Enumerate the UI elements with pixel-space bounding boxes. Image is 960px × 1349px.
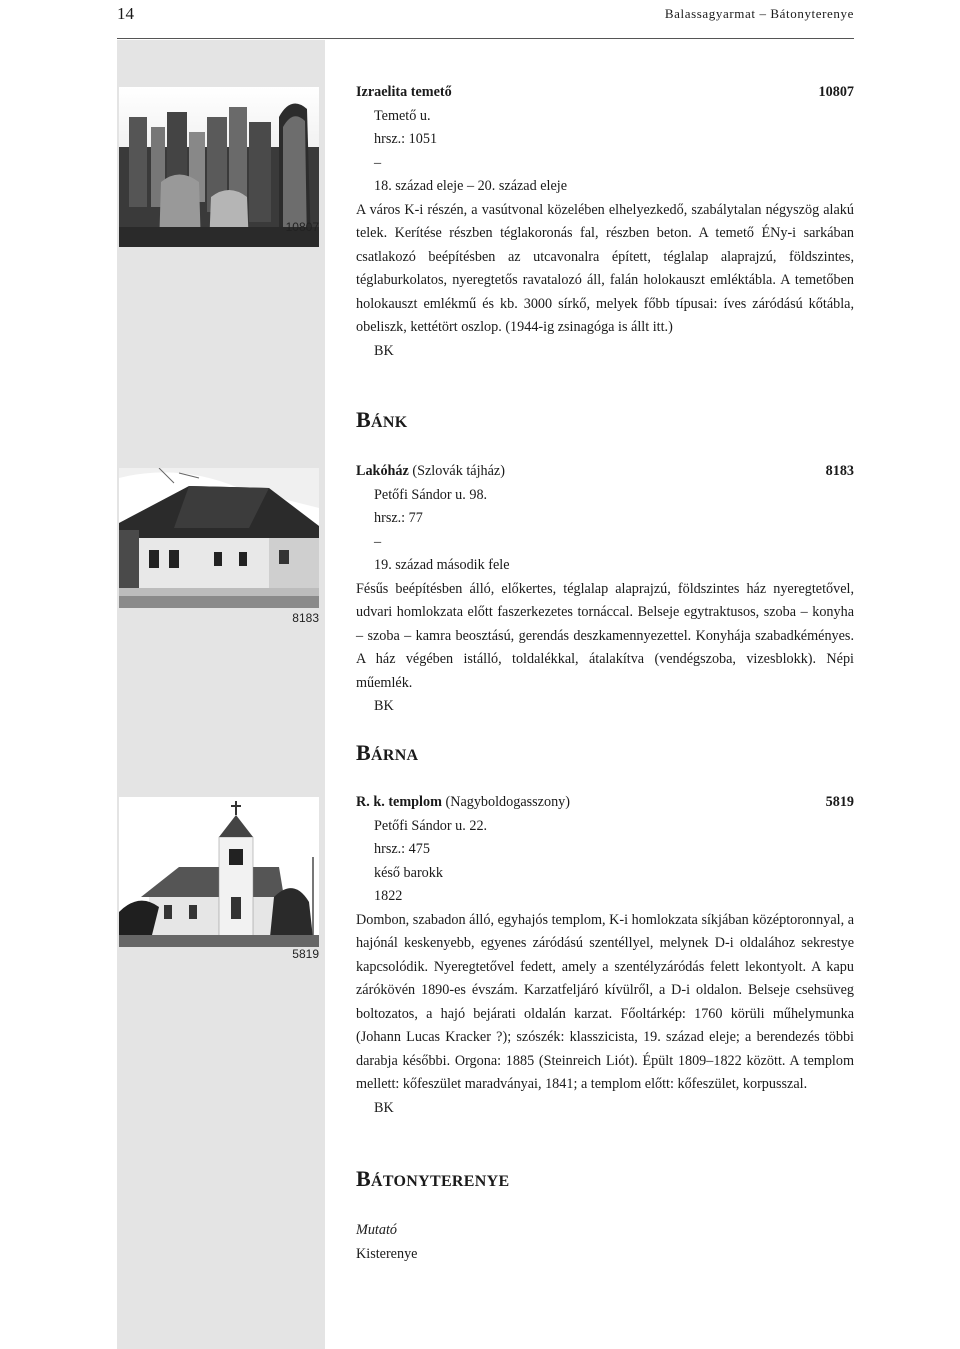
entry-description: Dombon, szabadon álló, egyhajós templom, K-i homlokzata síkjában középtoronnyal, a hajónál keskenyebb, egyenes záródású szentéllyel, melynek D-i oldalához sekrestye kapcsolódik. Nyeregtetővel fedett, amely a szentélyzáródás felett lekontyolt. A kapu zárókövén 1890-es évszám. Karzatfeljáró kívülről, a D-i oldalon. Belseje csehsüveg boltozatos, a hajó bejárati oldalán karzat. Főoltárkép: 1760 körüli műhelymunka (Johann Lucas Kracker ?); szószék: klasszicista, 19. század eleje; a berendezés többi darabja későbbi. Orgona: 1885 (Steinreich Liót). Épült 1809–1822 között. A templom mellett: kőfeszület maradványai, 1841; a templom előtt: kőfeszület, korpusszal.	[356, 911, 854, 1092]
heading-rest: ÁNK	[370, 414, 408, 431]
entry-hrsz: hrsz.: 475	[374, 841, 430, 857]
entry-number: 5819	[825, 794, 854, 810]
folk-house-photo	[119, 468, 319, 608]
header-rule	[117, 38, 854, 39]
entry-date: 19. század második fele	[374, 557, 510, 573]
entry-description: A város K-i részén, a vasútvonal közelében elhelyezkedő, szabálytalan négyszög alakú telek. Kerítése részben téglakoronás fal, részben beton. A temető ÉNy-i sarkában csatlakozó beépítésben az utcavonalra épített, téglalap alaprajzú, földszintes, téglaburkolatos, nyeregtetős ravatalozó áll, falán holokauszt emléktábla. A temetőben holokauszt emlékmű és kb. 3000 sírkő, melyek főbb típusai: íves záródású kőtábla, obeliszk, kettétört oszlop. (1944-ig zsinagóga is állt itt.)	[356, 201, 854, 335]
entry-number: 8183	[825, 463, 854, 479]
entry-address: Petőfi Sándor u. 22.	[374, 817, 488, 834]
entry-author: BK	[374, 342, 394, 359]
crossref-label: Mutató	[356, 1222, 397, 1238]
entry-title: Lakóház	[356, 463, 409, 479]
entry-title-line	[356, 791, 854, 815]
heading-initial: B	[356, 407, 371, 432]
entry-subtitle: (Szlovák tájház)	[412, 463, 505, 479]
page-number: 14	[117, 4, 134, 23]
entry-dash: –	[374, 533, 382, 550]
entry-author: BK	[374, 698, 394, 714]
place-heading-bank	[356, 407, 407, 433]
entry-templom	[356, 791, 854, 1120]
entry-date: 1822	[374, 888, 403, 904]
place-heading-batonyterenye	[356, 1166, 509, 1192]
entry-address: Temető u.	[374, 107, 431, 124]
entry-izraelita-temeto	[356, 81, 854, 363]
entry-description: Fésűs beépítésben álló, előkertes, téglalap alaprajzú, földszintes ház nyeregtetővel, udvari homlokzata előtt faszerkezetes tornáccal. Belseje egytraktusos, szoba – konyha – szoba – kamra beosztású, gerendás deszkamennyezettel. Konyhája szabadkéményes. A ház végében istálló, toldalékkal, átalakítva (vendégszoba, vizesblokk). Népi műemlék.	[356, 580, 854, 691]
running-title: Balassagyarmat – Bátonyterenye	[664, 6, 854, 21]
heading-initial: B	[356, 1166, 371, 1191]
heading-rest: ÁRNA	[370, 747, 419, 764]
church-photo	[119, 797, 319, 947]
entry-style: késő barokk	[374, 864, 443, 881]
entry-author: BK	[374, 1099, 394, 1116]
photo-label: 8183	[292, 611, 319, 625]
photo-label: 10807	[285, 220, 319, 234]
entry-address: Petőfi Sándor u. 98.	[374, 486, 488, 503]
entry-subtitle: (Nagyboldogasszony)	[445, 794, 570, 810]
entry-dash: –	[374, 154, 382, 171]
entry-title-line	[356, 81, 854, 105]
entry-hrsz: hrsz.: 77	[374, 510, 423, 526]
photo-label: 5819	[292, 947, 319, 961]
entry-lakohaz	[356, 460, 854, 719]
entry-hrsz: hrsz.: 1051	[374, 131, 438, 147]
entry-number: 10807	[818, 84, 854, 100]
heading-initial: B	[356, 740, 371, 765]
entry-title-line	[356, 460, 854, 484]
crossref	[356, 1219, 854, 1266]
entry-title: Izraelita temető	[356, 84, 452, 100]
entry-date: 18. század eleje – 20. század eleje	[374, 178, 567, 194]
place-heading-barna	[356, 740, 418, 766]
entry-title: R. k. templom	[356, 794, 442, 810]
heading-rest: ÁTONYTERENYE	[370, 1173, 510, 1190]
crossref-value: Kisterenye	[356, 1245, 418, 1262]
